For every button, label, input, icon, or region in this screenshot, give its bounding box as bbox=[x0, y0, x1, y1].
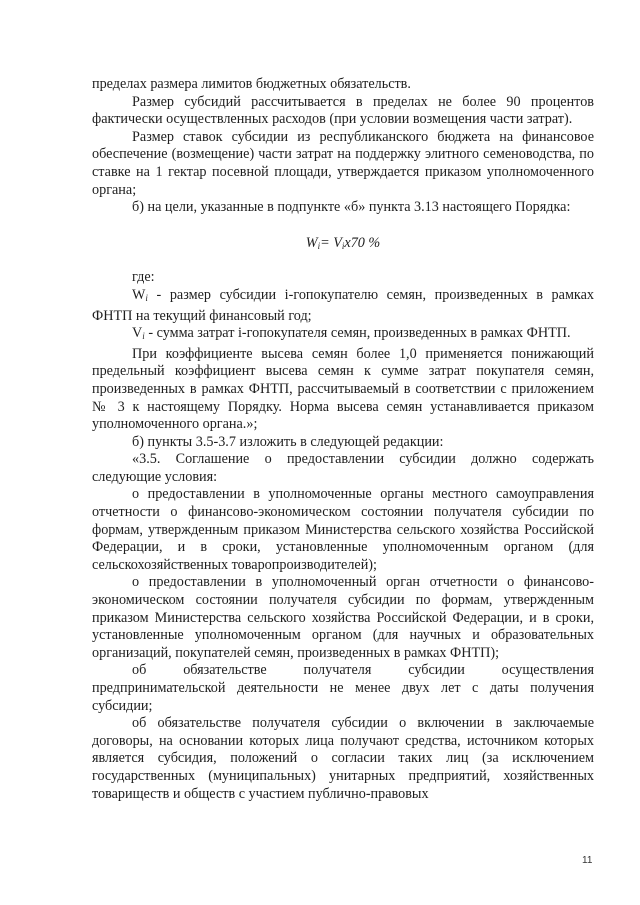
formula-rhs-subscript: i bbox=[341, 240, 345, 251]
where-label: где: bbox=[132, 269, 155, 286]
paragraph-contract-obligation: об обязательстве получателя субсидии о включении в заключаемые договоры, на основании которых лица получают средства, источником которых является субсидия, положений о согласии таких лиц (за исключением государственных (муниципальных) унитарных предприятий, хозяйственных товариществ и обществ с участием публично-правовых bbox=[92, 715, 594, 802]
formula-equals: = bbox=[320, 234, 334, 251]
paragraph-business-obligation: об обязательстве получателя субсидии осуществления предпринимательской деятельности не менее двух лет с даты получения субсидии; bbox=[92, 662, 594, 714]
paragraph-item-b: б) на цели, указанные в подпункте «б» пункта 3.13 настоящего Порядка: bbox=[132, 199, 571, 216]
paragraph-seeding-coefficient: При коэффициенте высева семян более 1,0 применяется понижающий предельный коэффициент высева семян к сумме затрат покупателя семян, произведенных в рамках ФНТП, рассчитываемый в соответствии с приложением № 3 к настоящему Порядку. Норма высева семян устанавливается приказом уполномоченного органа.»; bbox=[92, 345, 594, 433]
paragraph-reporting-local: о предоставлении в уполномоченные органы местного самоуправления отчетности о финансово-экономическом состоянии получателя субсидии по формам, утвержденным приказом Министерства сельского хозяйства Российской Федерации, и в сроки, установленные уполномоченным органом (для сельскохозяйственных товаропроизводителей); bbox=[92, 486, 594, 573]
definition-vi bbox=[92, 325, 594, 346]
document-body bbox=[92, 76, 594, 803]
definition-wi-subscript: i bbox=[145, 292, 148, 303]
page-number: 11 bbox=[582, 855, 593, 866]
definition-vi-subscript: i bbox=[142, 331, 145, 342]
formula-rhs: V bbox=[333, 234, 342, 251]
definition-vi-symbol: V bbox=[132, 325, 143, 342]
paragraph-subsidy-size: Размер субсидий рассчитывается в пределах не более 90 процентов фактически осуществленных расходов (при условии возмещения части затрат). bbox=[92, 93, 594, 128]
definition-wi-symbol: W bbox=[132, 286, 146, 303]
formula-lhs: W bbox=[305, 234, 318, 251]
paragraph-continuation: пределах размера лимитов бюджетных обязательств. bbox=[92, 76, 411, 92]
paragraph-reporting-authority: о предоставлении в уполномоченный орган отчетности о финансово-экономическом состоянии получателя субсидии по формам, утвержденным приказом Министерства сельского хозяйства Российской Федерации, и в сроки, установленные уполномоченным органом (для научных и образовательных организаций, покупателей семян, произведенных в рамках ФНТП); bbox=[92, 574, 594, 661]
paragraph-subsidy-rate: Размер ставок субсидии из республиканского бюджета на финансовое обеспечение (возмещение) части затрат на поддержку элитного семеноводства, по ставке на 1 гектар посевной площади, утверждается приказом уполномоченного органа; bbox=[92, 128, 594, 198]
formula-lhs-subscript: i bbox=[317, 240, 321, 251]
definition-wi bbox=[92, 287, 594, 325]
definition-vi-text: - сумма затрат i-гопокупателя семян, произведенных в рамках ФНТП. bbox=[144, 325, 571, 342]
paragraph-3-5-heading: «3.5. Соглашение о предоставлении субсидии должно содержать следующие условия: bbox=[92, 451, 594, 485]
formula-tail: х70 % bbox=[344, 234, 381, 251]
formula bbox=[92, 235, 594, 256]
paragraph-amend-points: б) пункты 3.5-3.7 изложить в следующей редакции: bbox=[132, 433, 444, 450]
definition-wi-text: - размер субсидии i-гопокупателю семян, произведенных в рамках ФНТП на текущий финансовый год; bbox=[92, 286, 594, 324]
